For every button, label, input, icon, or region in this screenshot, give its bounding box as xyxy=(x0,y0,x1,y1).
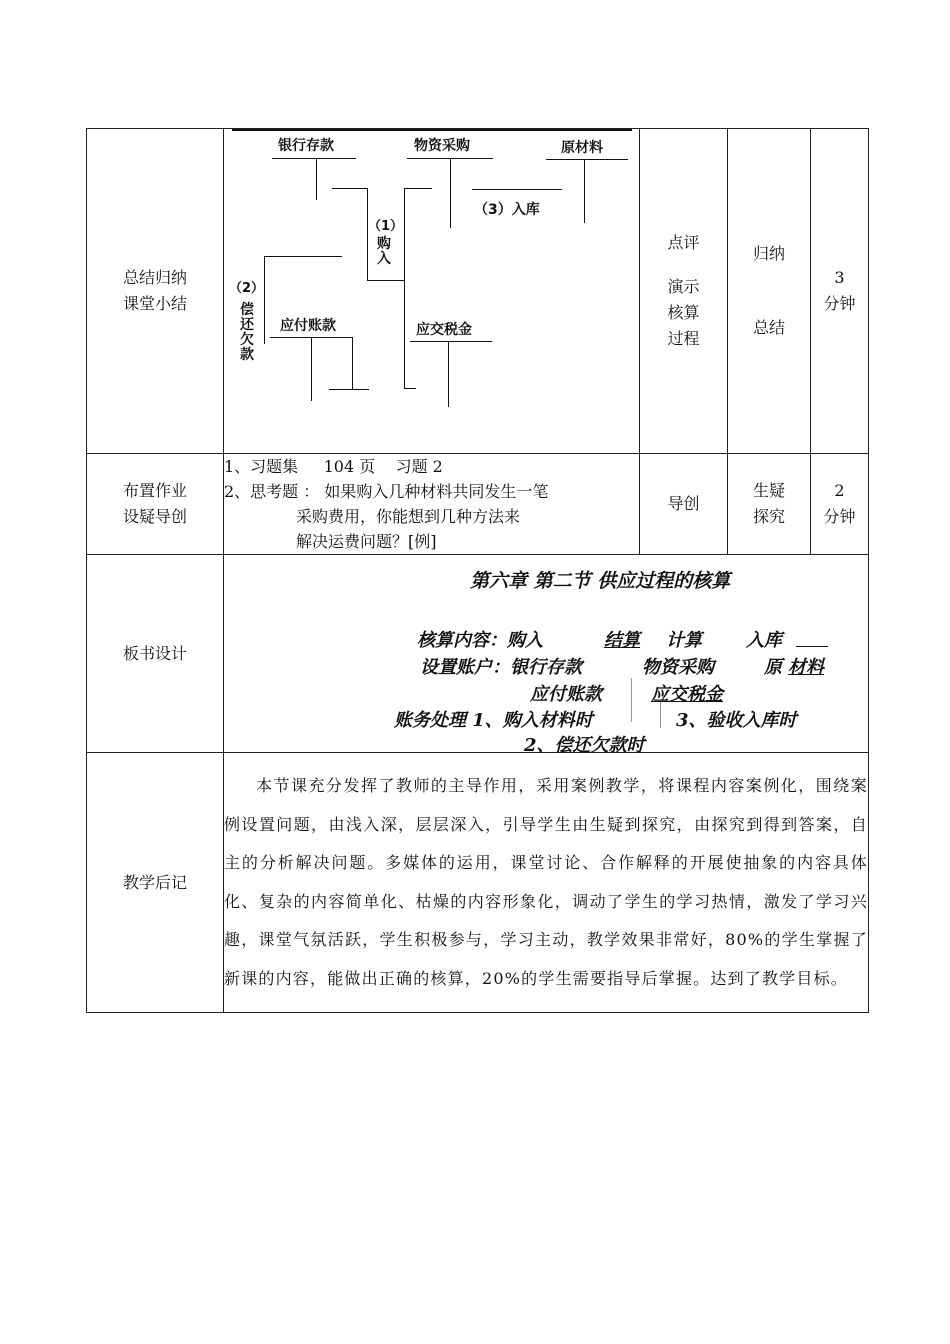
board-line: 设置账户：银行存款 xyxy=(420,656,582,678)
time-homework xyxy=(811,454,869,555)
homework-line: 1、习题集 104 页 习题 2 xyxy=(224,457,443,476)
account-payable: 应付账款 xyxy=(280,318,336,334)
stage-label: 设疑导创 xyxy=(122,507,187,526)
teacher-activity-homework: 导创 xyxy=(640,454,728,555)
board-title: 第六章 第二节 供应过程的核算 xyxy=(470,569,731,592)
student-activity-homework xyxy=(728,454,811,555)
teacher-text: 过程 xyxy=(667,329,700,348)
stage-cell-reflection: 教学后记 xyxy=(87,753,224,1013)
board-line: 3、验收入库时 xyxy=(676,709,797,731)
teacher-activity-summary xyxy=(640,129,728,454)
board-design xyxy=(224,556,868,756)
board-line: 核算内容：购入 xyxy=(417,629,543,651)
time-summary xyxy=(811,129,869,454)
account-material: 原材料 xyxy=(561,140,603,156)
stage-cell-board: 板书设计 xyxy=(87,555,224,753)
time-unit: 分钟 xyxy=(823,507,856,526)
row-reflection xyxy=(87,753,869,1013)
time-value: 2 xyxy=(834,481,845,500)
board-line: 结算 xyxy=(604,629,640,651)
student-text: 总结 xyxy=(752,318,785,337)
step1-label: （1） xyxy=(368,219,404,234)
row-board xyxy=(87,555,869,753)
board-line: 材料 xyxy=(788,656,824,678)
t-account-diagram xyxy=(224,129,639,453)
homework-line: 解决运费问题？[例] xyxy=(296,532,437,551)
board-line: 原 xyxy=(764,656,782,678)
summary-diagram-cell xyxy=(224,129,640,454)
stage-label: 布置作业 xyxy=(122,481,187,500)
reflection-text: 本节课充分发挥了教师的主导作用，采用案例教学，将课程内容案例化，围绕案例设置问题，由浅入深，层层深入，引导学生由生疑到探究，由探究到得到答案，自主的分析解决问题。多媒体的运用，课堂讨论、合作解释的开展使抽象的内容具体化、复杂的内容简单化、枯燥的内容形象化，调动了学生的学习热情，激发了学习兴趣，课堂气氛活跃，学生积极参与，学习主动，教学效果非常好，80%的学生掌握了新课的内容，能做出正确的核算，20%的学生需要指导后掌握。达到了教学目标。 xyxy=(224,753,869,1013)
board-design-cell xyxy=(224,555,869,756)
homework-content xyxy=(224,454,640,555)
stage-label: 课堂小结 xyxy=(122,294,187,313)
student-activity-summary xyxy=(728,129,811,454)
account-bank: 银行存款 xyxy=(278,138,334,154)
row-summary xyxy=(87,129,869,454)
homework-line: 采购费用，你能想到几种方法来 xyxy=(296,507,521,526)
board-line: 物资采购 xyxy=(642,656,714,678)
stage-cell-homework xyxy=(87,454,224,555)
board-line: 计算 xyxy=(666,629,702,651)
board-line: 应交税金 xyxy=(651,683,723,705)
step2-label: （2） xyxy=(229,281,265,296)
homework-line: 2、思考题 ： 如果购入几种材料共同发生一笔 xyxy=(224,482,549,501)
teacher-text: 核算 xyxy=(667,303,700,322)
lesson-plan-table xyxy=(86,128,869,1013)
time-value: 3 xyxy=(834,268,845,287)
account-tax: 应交税金 xyxy=(416,322,472,338)
teacher-text: 演示 xyxy=(667,277,700,296)
stage-cell-summary xyxy=(87,129,224,454)
stage-label: 总结归纳 xyxy=(122,268,187,287)
step2-vertical: 偿还欠款 xyxy=(240,302,254,363)
step1-vertical: 购入 xyxy=(377,236,391,267)
row-homework xyxy=(87,454,869,555)
board-line: 2、偿还欠款时 xyxy=(524,734,645,756)
student-text: 生疑 xyxy=(752,481,785,500)
board-line: 应付账款 xyxy=(530,683,602,705)
student-text: 归纳 xyxy=(752,244,785,263)
step3-label: （3）入库 xyxy=(474,202,540,218)
board-line: 入库 xyxy=(746,629,782,651)
account-purchase: 物资采购 xyxy=(414,138,470,154)
board-line: 账务处理 1、购入材料时 xyxy=(394,709,593,731)
student-text: 探究 xyxy=(752,507,785,526)
teacher-text: 点评 xyxy=(667,233,700,252)
time-unit: 分钟 xyxy=(823,294,856,313)
